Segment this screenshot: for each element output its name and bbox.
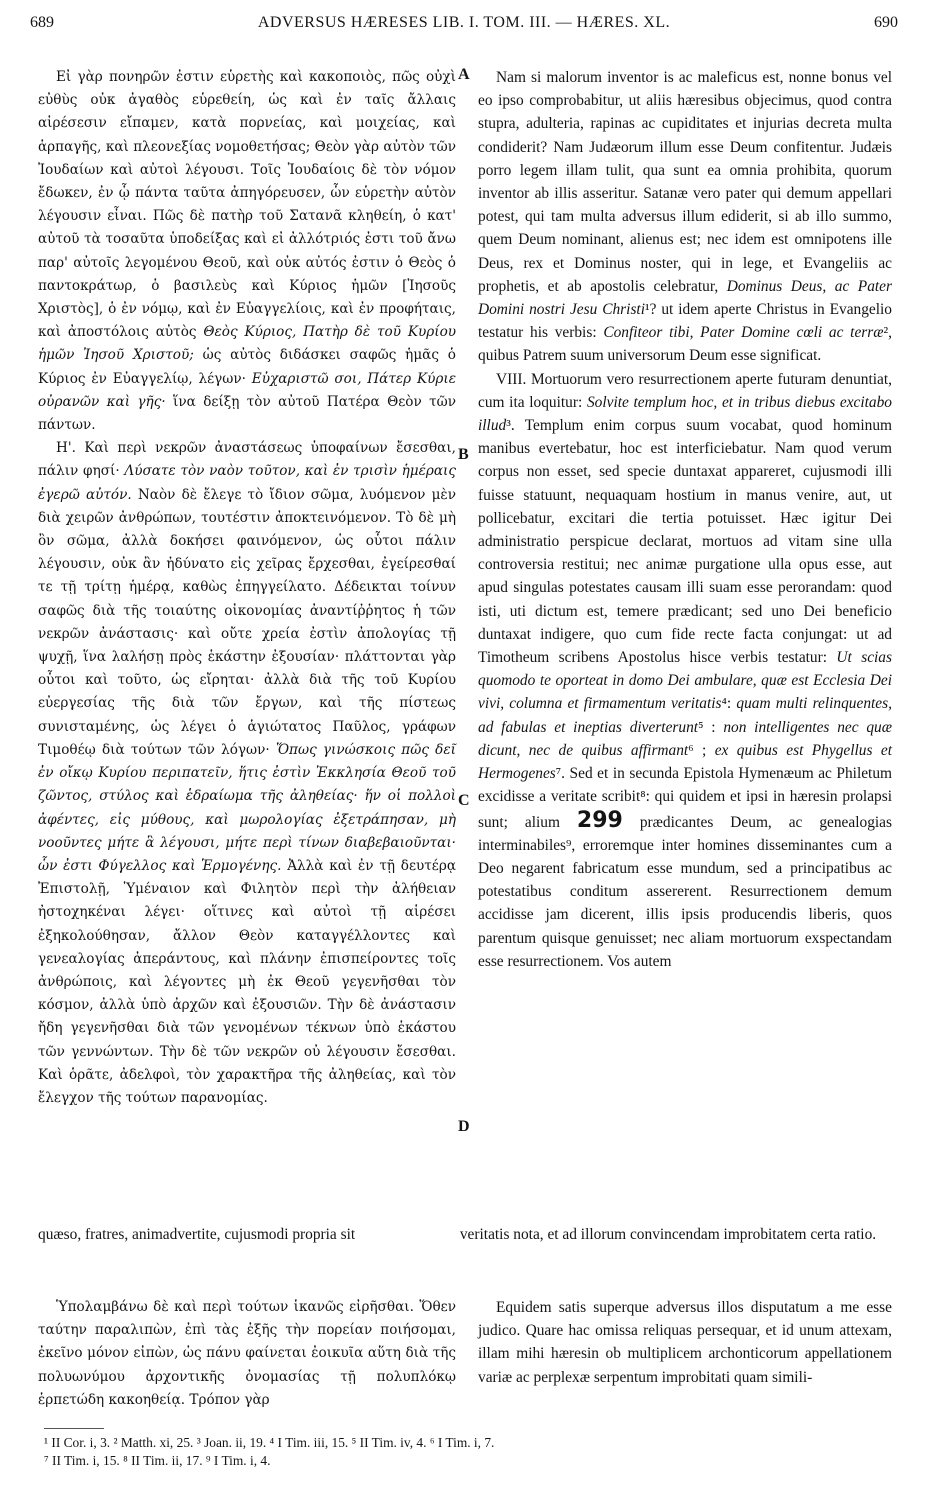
latin-closing-paragraph: Equidem satis superque adversus illos disputatum a me esse judico. Quare hac omissa reliquas persequar, et id unum attexam, illam mihi hæresin ob multiplicem archonticorum appellationem variæ ac perplexæ serpentum improbitati quam simili-	[478, 1299, 892, 1386]
greek-closing-paragraph: Ὑπολαμβάνω δὲ καὶ περὶ τούτων ἱκανῶς εἰρῆσθαι. Ὅθεν ταύτην παραλιπὼν, ἐπὶ τὰς ἑξῆς τὴν πορείαν ποιήσομαι, ἐκεῖνο μόνον εἰπὼν, ὡς πάνυ φαίνεται ἐοικυῖα αὕτη διὰ τῆς πολυωνύμου ἀρχοντικῆς ὀνομασίας τῇ πολυπλόκῳ ἑρπετώδη κακοηθείᾳ. Τρόπον γὰρ	[38, 1299, 456, 1408]
latin-column	[478, 66, 892, 973]
page-number-right: 690	[874, 14, 898, 31]
running-title: ADVERSUS HÆRESES LIB. I. TOM. III. — HÆRES. XL.	[257, 14, 671, 31]
column-number-marker: 299	[576, 807, 623, 833]
margin-letter-c: C	[458, 792, 470, 809]
footnote-rule	[44, 1428, 104, 1429]
margin-letter-b: B	[458, 446, 469, 463]
footnote-line-1: ¹ II Cor. i, 3. ² Matth. xi, 25. ³ Joan. ii, 19. ⁴ I Tim. iii, 15. ⁵ II Tim. iv, 4. ⁶ I Tim. i, 7.	[44, 1435, 495, 1450]
running-header	[30, 14, 898, 50]
greek-column	[38, 66, 456, 1110]
latin-paragraph-2: VIII. Mortuorum vero resurrectionem aperte futuram denuntiat, cum ita loquitur: Solvite templum hoc, et in tribus diebus excitabo illud³. Templum enim corpus suum vocabat, quod hominum manibus evertebatur, hoc est interficiebatur. Nam quod verum corpus non esset, sed specie duntaxat appareret, cujusmodi illi fuisse statuunt, nequaquam hostium in manus venire, aut, ut pollicebatur, excitari die tertia potuisset. Hæc igitur Dei administratio perspicue declarat, mortuos ad vitam sine ulla controversia restitui; nec animæ purgatione ulla opus esse, aut apud singulas potestates causam illi suam esse perorandam: quod isti, uti dictum est, temere prædicant; sed uno Dei beneficio duntaxat indigere, quo cum fide recte facta conjungat: ut ad Timotheum scribens Apostolus hisce verbis testatur: Ut scias quomodo te oporteat in domo Dei ambulare, quæ est Ecclesia Dei vivi, columna et firmamentum veritatis⁴: quam multi relinquentes, ad fabulas et ineptias diverterunt⁵ : non intelligentes nec quæ dicunt, nec de quibus affirmant⁶ ; ex quibus est Phygellus et Hermogenes⁷. Sed et in secunda Epistola Hymenæum ac Philetum excidisse a veritate scribit⁸: qui quidem et ipsi in hæresin prolapsi sunt; alium 299 prædicantes Deum, ac genealogias interminabiles⁹, erroremque inter homines disseminantes cum a Deo negarent fabricatum esse mundum, sed a principatibus ac potestatibus conditum assererent. Resurrectionem demum accidisse jam dicerent, illis ipsis producendis liberis, quos parentum quisque genuisset; nec aliam mortuorum exspectandam esse resurrectionem. Vos autem	[478, 370, 892, 970]
greek-paragraph-1: Εἰ γὰρ πονηρῶν ἐστιν εὑρετὴς καὶ κακοποιὸς, πῶς οὐχὶ εὐθὺς οὐκ ἀγαθὸς εὑρεθείη, ὡς καὶ ἐν ταῖς ἄλλαις αἱρέσεσιν εἴπαμεν, κατὰ πορνείας, καὶ μοιχείας, καὶ ἁρπαγῆς, καὶ πλεονεξίας νομοθετήσας; Θεὸν γὰρ αὐτὸν τῶν Ἰουδαίων καὶ αὐτοὶ λέγουσι. Τοῖς Ἰουδαίοις δὲ τὸν νόμον ἔδωκεν, ἐν ᾧ πάντα ταῦτα ἀπηγόρευσεν, ὧν εὑρετὴν αὐτὸν λέγουσιν εἶναι. Πῶς δὲ πατὴρ τοῦ Σατανᾶ κληθείη, ὁ κατ' αὐτοῦ τὰ τοσαῦτα ὑποδείξας καὶ εἰ ἀλλότριός ἐστι τοῦ ἄνω παρ' αὐτοῖς λεγομένου Θεοῦ, καὶ οὐκ αὐτός ἐστιν ὁ Θεὸς ὁ παντοκράτωρ, ὁ βασιλεὺς καὶ Κύριος ἡμῶν [Ἰησοῦς Χριστὸς], ὁ ἐν νόμῳ, καὶ ἐν Εὐαγγελίοις, καὶ ἐν προφήταις, καὶ ἀποστόλοις αὐτὸς Θεὸς Κύριος, Πατὴρ δὲ τοῦ Κυρίου ἡμῶν Ἰησοῦ Χριστοῦ; ὡς αὐτὸς διδάσκει σαφῶς ἡμᾶς ὁ Κύριος ἐν Εὐαγγελίῳ, λέγων· Εὐχαριστῶ σοι, Πάτερ Κύριε οὐρανῶν καὶ γῆς· ἵνα δείξῃ τὸν αὐτοῦ Πατέρα Θεὸν τῶν πάντων.	[38, 69, 457, 434]
latin-paragraph-1: Nam si malorum inventor is ac maleficus est, nonne bonus vel eo ipso comprobabitur, ut aliis hæresibus objecimus, quod contra stupra, adulteria, rapinas ac cupiditates et injurias decreta multa condiderit? Nam Judæorum illum esse Deum confitentur. Judæis porro legem illam tulit, qua sunt ea omnia prohibita, quorum inventor ab illis asseritur. Satanæ vero pater qui demum appellari potest, qui tam multa adversus illum ediderit, si ab illo summo, quem Deum nominant, alienus est; nec idem est omnipotens ille Deus, rex et Dominus noster, qui in lege, et Evangeliis ac prophetis, et ab apostolis celebratur, Dominus Deus, ac Pater Domini nostri Jesu Christi¹? ut idem aperte Christus in Evangelio testatur his verbis: Confiteor tibi, Pater Domine cœli ac terræ², quibus Patrem suum universorum Deum esse significat.	[478, 69, 892, 365]
full-width-line: quæso, fratres, animadvertite, cujusmodi propria sit veritatis nota, et ad illorum convincendam improbitatem certa ratio.	[38, 1226, 877, 1243]
footnotes	[44, 1434, 894, 1470]
footnote-line-2: ⁷ II Tim. i, 15. ⁸ II Tim. ii, 17. ⁹ I Tim. i, 4.	[44, 1453, 271, 1468]
margin-letter-a: A	[458, 66, 470, 83]
page-number-left: 689	[30, 14, 54, 31]
greek-paragraph-2: Η'. Καὶ περὶ νεκρῶν ἀναστάσεως ὑποφαίνων ἔσεσθαι, πάλιν φησί· Λύσατε τὸν ναὸν τοῦτον, καὶ ἐν τρισὶν ἡμέραις ἐγερῶ αὐτόν. Ναὸν δὲ ἔλεγε τὸ ἴδιον σῶμα, λυόμενον μὲν διὰ χειρῶν ἀνθρώπων, τουτέστιν ἀποκτεινόμενον. Τὸ δὲ μὴ ὂν σῶμα, ἀλλὰ δοκήσει φαινόμενον, ὡς οὗτοι πάλιν λέγουσιν, οὐκ ἂν ἠδύνατο εἰς χεῖρας ἔρχεσθαι, ἐγείρεσθαί τε τῇ τρίτῃ ἡμέρᾳ, καθὼς ἐπηγγείλατο. Δέδεικται τοίνυν σαφῶς διὰ τῆς τοιαύτης οἰκονομίας ἀναντίῤῥητος ἡ τῶν νεκρῶν ἀνάστασις· καὶ οὔτε χρεία ἐστὶν ἀπολογίας τῇ ψυχῇ, ἵνα λαλήσῃ πρὸς ἑκάστην ἐξουσίαν· πλάττονται γὰρ οὗτοι καὶ τοῦτο, ὡς εἴρηται· ἀλλὰ διὰ τῆς τοῦ Κυρίου εὐεργεσίας τῆς διὰ τῶν ἔργων, καὶ τῆς πίστεως συνισταμένης, ὡς λέγει ὁ ἁγιώτατος Παῦλος, γράφων Τιμοθέῳ διὰ τούτων τῶν λόγων· Ὅπως γινώσκοις πῶς δεῖ ἐν οἴκῳ Κυρίου περιπατεῖν, ἥτις ἐστὶν Ἐκκλησία Θεοῦ τοῦ ζῶντος, στύλος καὶ ἑδραίωμα τῆς ἀληθείας· ἥν οἱ πολλοὶ ἀφέντες, εἰς μύθους, καὶ μωρολογίας ἐξετράπησαν, μὴ νοοῦντες μήτε ἃ λέγουσι, μήτε περὶ τίνων διαβεβαιοῦνται· ὧν ἐστι Φύγελλος καὶ Ἑρμογένης. Ἀλλὰ καὶ ἐν τῇ δευτέρᾳ Ἐπιστολῇ, Ὑμέναιον καὶ Φιλητὸν περὶ τὴν ἀλήθειαν ἠστοχηκέναι λέγει· οἵτινες καὶ αὐτοὶ τῇ αἱρέσει ἐξηκολούθησαν, ἄλλον Θεὸν καταγγέλλοντες καὶ γενεαλογίας ἀπεράντους, καὶ πλάνην ἐπισπείροντες τοῖς ἀνθρώποις, καὶ λέγοντες μὴ ἐκ Θεοῦ γεγενῆσθαι τὸν κόσμον, ἀλλὰ ὑπὸ ἀρχῶν καὶ ἐξουσιῶν. Τὴν δὲ ἀνάστασιν ἤδη γεγενῆσθαι διὰ τῶν γενομένων τέκνων ὑπὸ ἑκάστου τῶν γεννώντων. Τὴν δὲ τῶν νεκρῶν οὐ λέγουσιν ἔσεσθαι. Καὶ ὁρᾶτε, ἀδελφοὶ, τὸν χαρακτῆρα τῆς ἀληθείας, καὶ τὸν ἔλεγχον τῆς τούτων παρανομίας.	[38, 440, 457, 1106]
margin-letter-d: D	[458, 1118, 470, 1135]
